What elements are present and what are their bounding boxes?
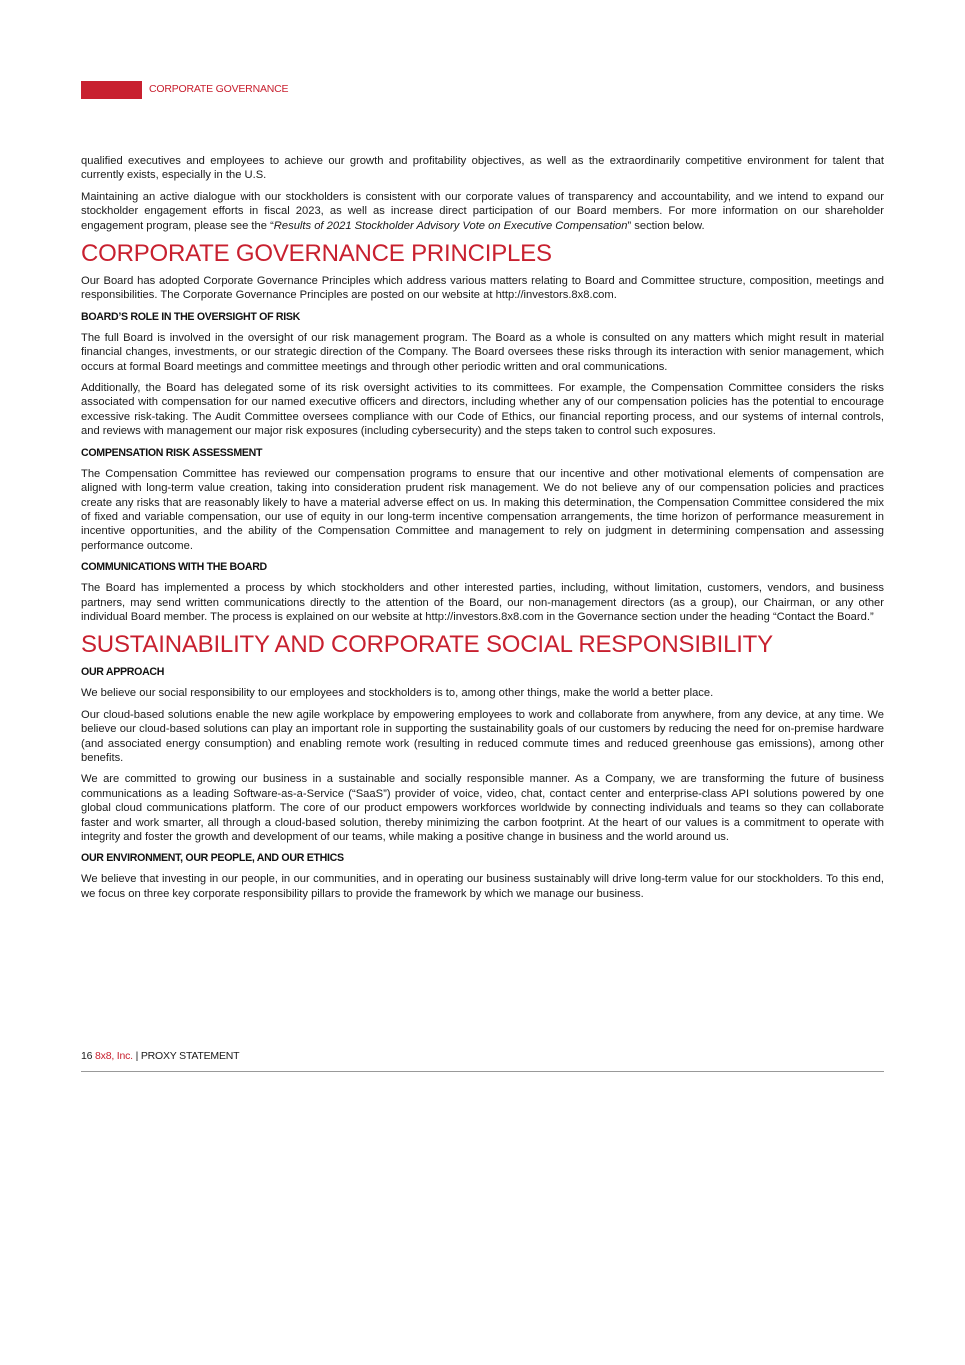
risk-paragraph-2: Additionally, the Board has delegated some of its risk oversight activities to its committees. For example, the Compensation Committee considers the risks associated with compensation for our named executive officers and directors, including whether any of our compensation policies has the potential to encourage excessive risk-taking. The Audit Committee oversees compliance with our Code of Ethics, our financial reporting process, and our systems of internal controls, and reviews with management our major risk exposures (including cybersecurity) and the steps taken to control such exposures. <box>81 382 884 438</box>
intro-p2-before: Maintaining an active dialogue with our stockholders is consistent with our corporate values of transparency and accountability, and we intend to expand our stockholder engagement efforts in fiscal 2023, as well as increase direct participation of our Board members. For more information on our shareholder engagement program, please see the “ <box>81 190 884 232</box>
approach-paragraph-3: We are committed to growing our business in a sustainable and socially responsible manner. As a Company, we are transforming the future of business communications as a leading Software-as-a-Service (“SaaS”) provider of voice, video, chat, contact center and enterprise-class API solutions powered by one global cloud communications platform. The core of our product empowers workforces worldwide by connecting individuals and teams so they can collaborate faster and work smarter, all through a cloud-based solution, thereby minimizing the carbon footprint. At the heart of our values is a commitment to operate with integrity and foster the growth and development of our teams, while making a positive change in business and the world around us. <box>81 773 884 843</box>
governance-title: CORPORATE GOVERNANCE PRINCIPLES <box>81 240 552 268</box>
communications-heading: COMMUNICATIONS WITH THE BOARD <box>81 561 267 574</box>
comp-risk-paragraph: The Compensation Committee has reviewed our compensation programs to ensure that our incentive and other motivational elements of compensation are aligned with long-term value creation, taking into consideration prudent risk management. We do not believe any of our compensation policies and practices create any risks that are reasonably likely to have a material adverse effect on us. In making this determination, the Compensation Committee considered the mix of fixed and variable compensation, our use of equity in our long-term incentive compensation arrangements, the time horizon of performance measurement in incentive opportunities, and the ability of the Compensation Committee and management to rely on judgment in determining compensation and assessing performance outcome. <box>81 467 884 552</box>
risk-heading: BOARD’S ROLE IN THE OVERSIGHT OF RISK <box>81 310 301 323</box>
sustainability-title: SUSTAINABILITY AND CORPORATE SOCIAL RESPONSIBILITY <box>81 631 773 659</box>
environment-paragraph: We believe that investing in our people, in our communities, and in operating our business sustainably will drive long-term value for our stockholders. To this end, we focus on three key corporate responsibility pillars to provide the framework by which we manage our business. <box>81 873 884 900</box>
approach-paragraph-1: We believe our social responsibility to our employees and stockholders is to, among other things, make the world a better place. <box>81 687 714 700</box>
page-content <box>81 154 884 908</box>
section-label: CORPORATE GOVERNANCE <box>149 83 289 95</box>
environment-heading: OUR ENVIRONMENT, OUR PEOPLE, AND OUR ETHICS <box>81 852 344 865</box>
comp-risk-heading: COMPENSATION RISK ASSESSMENT <box>81 446 263 459</box>
header-accent-bar <box>81 81 142 99</box>
page-number: 16 <box>81 1050 93 1062</box>
intro-paragraph-1: qualified executives and employees to achieve our growth and profitability objectives, as well as the extraordinarily competitive environment for talent that currently exists, especially in the U.S. <box>81 155 884 182</box>
page-footer <box>81 1050 239 1062</box>
approach-heading: OUR APPROACH <box>81 666 165 679</box>
governance-paragraph: Our Board has adopted Corporate Governance Principles which address various matters relating to Board and Committee structure, composition, meetings and responsibilities. The Corporate Governance Principles are posted on our website at http://investors.8x8.com. <box>81 275 884 302</box>
document-label: | PROXY STATEMENT <box>135 1050 240 1062</box>
company-name: 8x8, Inc. <box>95 1050 133 1062</box>
intro-paragraph-2 <box>81 190 884 233</box>
intro-p2-italic: Results of 2021 Stockholder Advisory Vote on Executive Compensation <box>273 219 628 232</box>
footer-divider <box>81 1071 884 1072</box>
risk-paragraph-1: The full Board is involved in the oversight of our risk management program. The Board as a whole is consulted on any matters which might result in material financial changes, investments, or our strategic direction of the Company. The Board oversees these risks through its interaction with senior management, which occurs at formal Board meetings and committee meetings and through other periodic written and oral communications. <box>81 331 884 373</box>
communications-paragraph: The Board has implemented a process by which stockholders and other interested parties, including, without limitation, customers, vendors, and business partners, may send written communications directly to the attention of the Board, our non-management directors (as a group), our Chairman, or any other individual Board member. The process is explained on our website at http://investors.8x8.com in the Governance section under the heading “Contact the Board.” <box>81 582 884 623</box>
approach-paragraph-2: Our cloud-based solutions enable the new agile workplace by empowering employees to work and collaborate from anywhere, from any device, at any time. We believe our cloud-based solutions can play an important role in supporting the sustainability goals of our customers by reducing the need for on-premise hardware (and associated energy consumption) and enabling remote work (resulting in reduced commute times and reduced greenhouse gas emissions), among other benefits. <box>81 708 884 764</box>
intro-p2-after: ” section below. <box>627 219 705 232</box>
